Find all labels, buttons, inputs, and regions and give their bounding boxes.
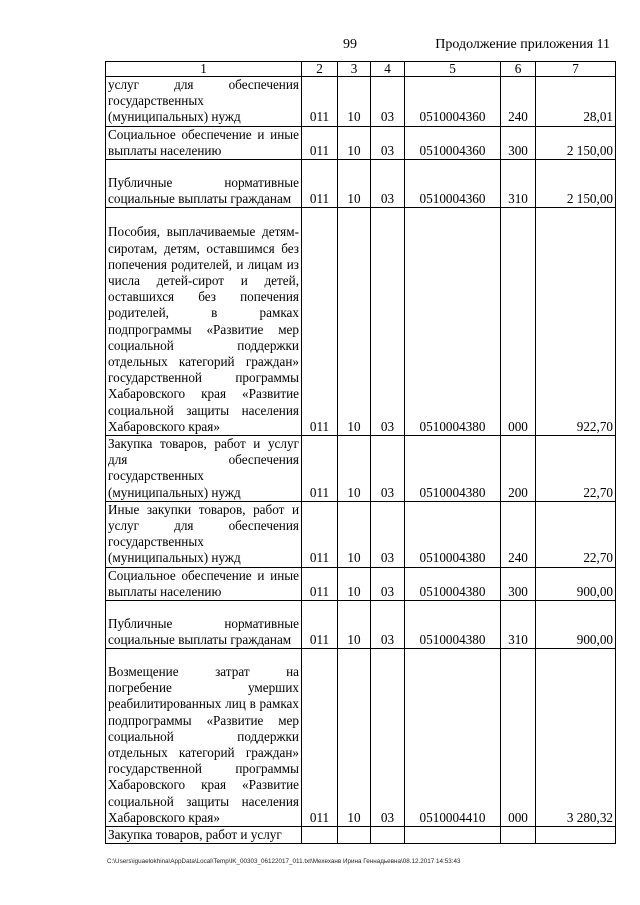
row-code-cell: 011 xyxy=(302,501,338,567)
row-amount-cell: 2 150,00 xyxy=(536,126,616,159)
row-amount-cell: 28,01 xyxy=(536,77,616,127)
row-code-cell: 011 xyxy=(302,436,338,502)
row-subsection-cell: 03 xyxy=(371,436,405,502)
row-name-cell: услуг для обеспечения государственных (муниципальных) нужд xyxy=(106,77,302,127)
row-name-cell: Публичные нормативные социальные выплаты гражданам xyxy=(106,160,302,208)
row-section-cell: 10 xyxy=(338,77,371,127)
row-expense-type-cell: 240 xyxy=(501,77,536,127)
row-target-article-cell: 0510004380 xyxy=(405,601,501,649)
row-code-cell: 011 xyxy=(302,567,338,600)
row-expense-type-cell xyxy=(501,827,536,844)
row-subsection-cell: 03 xyxy=(371,208,405,436)
row-section-cell: 10 xyxy=(338,501,371,567)
row-expense-type-cell: 000 xyxy=(501,649,536,827)
table-row xyxy=(106,126,616,159)
column-header: 3 xyxy=(338,62,371,77)
row-name-cell: Иные закупки товаров, работ и услуг для обеспечения государственных (муниципальных) нужд xyxy=(106,501,302,567)
table-row xyxy=(106,567,616,600)
row-target-article-cell: 0510004380 xyxy=(405,501,501,567)
row-section-cell: 10 xyxy=(338,208,371,436)
column-header: 6 xyxy=(501,62,536,77)
row-amount-cell: 922,70 xyxy=(536,208,616,436)
row-code-cell: 011 xyxy=(302,649,338,827)
row-expense-type-cell: 000 xyxy=(501,208,536,436)
row-name-cell: Социальное обеспечение и иные выплаты населению xyxy=(106,126,302,159)
table-header-row xyxy=(106,62,616,77)
row-subsection-cell: 03 xyxy=(371,126,405,159)
row-subsection-cell: 03 xyxy=(371,601,405,649)
row-section-cell: 10 xyxy=(338,160,371,208)
column-header: 2 xyxy=(302,62,338,77)
row-target-article-cell: 0510004380 xyxy=(405,208,501,436)
row-amount-cell: 22,70 xyxy=(536,501,616,567)
row-target-article-cell: 0510004360 xyxy=(405,126,501,159)
table-row xyxy=(106,436,616,502)
row-subsection-cell xyxy=(371,827,405,844)
table-row xyxy=(106,77,616,127)
table-row xyxy=(106,208,616,436)
row-expense-type-cell: 310 xyxy=(501,160,536,208)
row-code-cell xyxy=(302,827,338,844)
column-header: 7 xyxy=(536,62,616,77)
row-amount-cell: 900,00 xyxy=(536,567,616,600)
row-code-cell: 011 xyxy=(302,160,338,208)
row-target-article-cell: 0510004380 xyxy=(405,436,501,502)
row-expense-type-cell: 300 xyxy=(501,567,536,600)
file-path-footer: C:\Users\iguaelokhina\AppData\Local\Temp\IK_00303_06122017_011.txt\Мехеханв Ирина Геннадьевна\08.12.2017 14:53:43 xyxy=(107,858,461,865)
row-target-article-cell: 0510004410 xyxy=(405,649,501,827)
row-expense-type-cell: 300 xyxy=(501,126,536,159)
row-code-cell: 011 xyxy=(302,601,338,649)
row-subsection-cell: 03 xyxy=(371,160,405,208)
row-amount-cell: 22,70 xyxy=(536,436,616,502)
row-name-cell: Закупка товаров, работ и услуг xyxy=(106,827,302,844)
row-code-cell: 011 xyxy=(302,208,338,436)
row-section-cell: 10 xyxy=(338,567,371,600)
row-section-cell xyxy=(338,827,371,844)
row-name-cell: Социальное обеспечение и иные выплаты населению xyxy=(106,567,302,600)
table-row xyxy=(106,601,616,649)
appendix-continuation-label: Продолжение приложения 11 xyxy=(435,37,610,52)
column-header: 1 xyxy=(106,62,302,77)
row-target-article-cell: 0510004380 xyxy=(405,567,501,600)
row-code-cell: 011 xyxy=(302,77,338,127)
row-target-article-cell xyxy=(405,827,501,844)
row-target-article-cell: 0510004360 xyxy=(405,77,501,127)
row-amount-cell: 900,00 xyxy=(536,601,616,649)
row-name-cell: Публичные нормативные социальные выплаты гражданам xyxy=(106,601,302,649)
column-header: 5 xyxy=(405,62,501,77)
table-row xyxy=(106,827,616,844)
row-amount-cell xyxy=(536,827,616,844)
table-row xyxy=(106,160,616,208)
row-section-cell: 10 xyxy=(338,649,371,827)
row-amount-cell: 3 280,32 xyxy=(536,649,616,827)
budget-table xyxy=(105,61,616,844)
row-target-article-cell: 0510004360 xyxy=(405,160,501,208)
row-name-cell: Пособия, выплачиваемые детям-сиротам, детям, оставшимся без попечения родителей, и лицам из числа детей-сирот и детей, оставшихся без попечения родителей, в рамках подпрограммы «Развитие мер социальной поддержки отдельных категорий граждан» государственной программы Хабаровского края «Развитие социальной защиты населения Хабаровского края» xyxy=(106,208,302,436)
row-section-cell: 10 xyxy=(338,436,371,502)
row-name-cell: Закупка товаров, работ и услуг для обеспечения государственных (муниципальных) нужд xyxy=(106,436,302,502)
row-expense-type-cell: 200 xyxy=(501,436,536,502)
row-section-cell: 10 xyxy=(338,601,371,649)
row-code-cell: 011 xyxy=(302,126,338,159)
row-expense-type-cell: 240 xyxy=(501,501,536,567)
table-row xyxy=(106,501,616,567)
table-row xyxy=(106,649,616,827)
column-header: 4 xyxy=(371,62,405,77)
row-section-cell: 10 xyxy=(338,126,371,159)
row-amount-cell: 2 150,00 xyxy=(536,160,616,208)
page-number: 99 xyxy=(343,37,357,52)
row-subsection-cell: 03 xyxy=(371,501,405,567)
row-subsection-cell: 03 xyxy=(371,649,405,827)
row-name-cell: Возмещение затрат на погребение умерших реабилитированных лиц в рамках подпрограммы «Развитие мер социальной поддержки отдельных категорий граждан» государственной программы Хабаровского края «Развитие социальной защиты населения Хабаровского края» xyxy=(106,649,302,827)
row-expense-type-cell: 310 xyxy=(501,601,536,649)
row-subsection-cell: 03 xyxy=(371,77,405,127)
row-subsection-cell: 03 xyxy=(371,567,405,600)
